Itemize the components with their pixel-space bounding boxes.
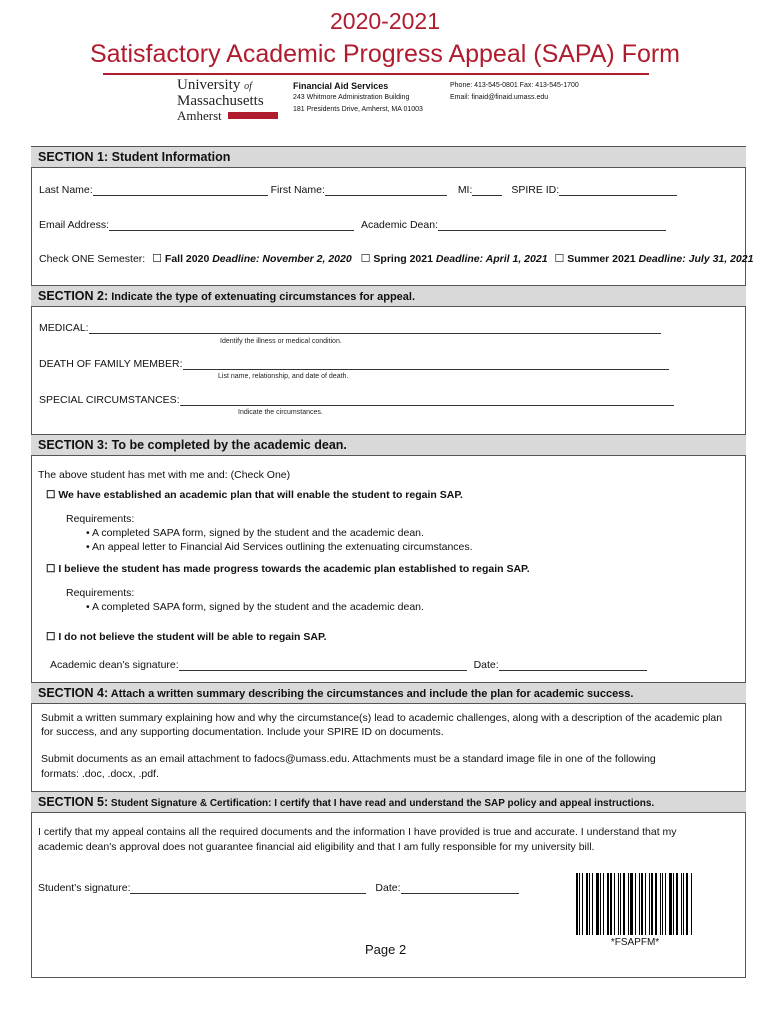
section4-p1-line1: Submit a written summary explaining how and why the circumstance(s) lead to academic challenges, along with a description of the academic plan: [41, 712, 723, 724]
student-date-field[interactable]: [401, 883, 519, 894]
barcode-stripe: [639, 873, 640, 935]
medical-row: MEDICAL:: [39, 322, 661, 334]
special-hint: Indicate the circumstances.: [238, 409, 323, 416]
medical-hint: Identify the illness or medical condition.: [220, 338, 342, 345]
barcode-stripe: [683, 873, 684, 935]
dean-option-not-regain[interactable]: ☐ I do not believe the student will be able to regain SAP.: [46, 631, 327, 643]
barcode-stripe: [586, 873, 588, 935]
barcode-stripe: [628, 873, 629, 935]
section4-heading: SECTION 4: Attach a written summary describing the circumstances and include the plan for academic success.: [31, 682, 746, 704]
dean-signature-row: Academic dean's signature: Date:: [50, 659, 647, 671]
student-signature-field[interactable]: [130, 883, 366, 894]
barcode-stripe: [620, 873, 621, 935]
student-signature-row: Student's signature: Date:: [38, 882, 519, 894]
barcode: [576, 873, 694, 935]
logo-red-bar: [228, 112, 278, 119]
barcode-stripe: [596, 873, 599, 935]
summer-checkbox[interactable]: ☐: [554, 253, 565, 265]
requirements-label-2: Requirements:: [66, 587, 135, 599]
office-block: Financial Aid Services 243 Whitmore Administration Building 181 Presidents Drive, Amherst, MA 01003: [293, 81, 423, 113]
semester-row: Check ONE Semester: ☐ Fall 2020 Deadline: November 2, 2020 ☐ Spring 2021 Deadline: April 1, 2021 ☐ Summer 2021 Deadline: July 31, 2021: [39, 253, 754, 265]
barcode-stripe: [630, 873, 633, 935]
special-field[interactable]: [180, 395, 674, 406]
section3-heading: SECTION 3: To be completed by the academic dean.: [31, 434, 746, 456]
barcode-stripe: [691, 873, 692, 935]
death-row: DEATH OF FAMILY MEMBER:: [39, 358, 669, 370]
barcode-stripe: [618, 873, 619, 935]
barcode-stripe: [607, 873, 609, 935]
section4-p1-line2: for success, and any supporting documentation. Include your SPIRE ID on documents.: [41, 726, 444, 738]
spring-checkbox[interactable]: ☐: [360, 253, 371, 265]
requirement-sapa-form-1: • A completed SAPA form, signed by the student and the academic dean.: [86, 527, 424, 539]
barcode-stripe: [660, 873, 661, 935]
spire-id-field[interactable]: [559, 185, 677, 196]
form-title: Satisfactory Academic Progress Appeal (SAPA) Form: [89, 40, 681, 68]
contact-block: Phone: 413-545-0801 Fax: 413-545-1700 Email: finaid@finaid.umass.edu: [450, 82, 579, 101]
email-row: Email Address: Academic Dean:: [39, 219, 666, 231]
last-name-row: Last Name: First Name: MI: SPIRE ID:: [39, 184, 677, 196]
section5-p-line1: I certify that my appeal contains all the required documents and the information I have provided is true and accurate. I understand that my: [38, 826, 677, 838]
barcode-stripe: [655, 873, 657, 935]
dean-signature-field[interactable]: [179, 660, 467, 671]
barcode-stripe: [662, 873, 663, 935]
form-year: 2020-2021: [330, 8, 440, 34]
barcode-stripe: [651, 873, 653, 935]
title-divider: [103, 73, 649, 75]
mi-field[interactable]: [472, 185, 502, 196]
barcode-stripe: [579, 873, 580, 935]
requirements-label-1: Requirements:: [66, 513, 135, 525]
barcode-stripe: [635, 873, 636, 935]
barcode-stripe: [649, 873, 650, 935]
barcode-stripe: [589, 873, 590, 935]
fall-checkbox[interactable]: ☐: [152, 253, 162, 265]
barcode-stripe: [592, 873, 593, 935]
special-row: SPECIAL CIRCUMSTANCES:: [39, 394, 674, 406]
section4-p2-line2: formats: .doc, .docx, .pdf.: [41, 768, 159, 780]
email-field[interactable]: [109, 220, 354, 231]
barcode-stripe: [673, 873, 674, 935]
barcode-stripe: [582, 873, 583, 935]
death-field[interactable]: [183, 359, 669, 370]
death-hint: List name, relationship, and date of death.: [218, 373, 349, 380]
barcode-stripe: [669, 873, 672, 935]
dean-option-progress[interactable]: ☐ I believe the student has made progress towards the academic plan established to regain SAP.: [46, 563, 530, 575]
medical-field[interactable]: [89, 323, 661, 334]
umass-logo: University of Massachusetts Amherst: [177, 78, 287, 122]
barcode-stripe: [610, 873, 612, 935]
last-name-field[interactable]: [93, 185, 268, 196]
requirement-appeal-letter: • An appeal letter to Financial Aid Services outlining the extenuating circumstances.: [86, 541, 473, 553]
academic-dean-field[interactable]: [438, 220, 666, 231]
barcode-stripe: [603, 873, 604, 935]
dean-option-plan[interactable]: ☐ We have established an academic plan that will enable the student to regain SAP.: [46, 489, 463, 501]
section5-heading: SECTION 5: Student Signature & Certification: I certify that I have read and understand the SAP policy and appeal instructions.: [31, 791, 746, 813]
barcode-stripe: [645, 873, 646, 935]
form-frame: [31, 146, 746, 978]
barcode-stripe: [686, 873, 688, 935]
barcode-stripe: [623, 873, 625, 935]
page-number: Page 2: [365, 942, 407, 957]
section4-p2-line1: Submit documents as an email attachment to fadocs@umass.edu. Attachments must be a standard image file in one of the following: [41, 753, 656, 765]
barcode-stripe: [576, 873, 578, 935]
barcode-label: *FSAPFM*: [610, 937, 660, 948]
dean-date-field[interactable]: [499, 660, 647, 671]
barcode-stripe: [614, 873, 615, 935]
section3-intro: The above student has met with me and: (Check One): [38, 469, 291, 481]
barcode-stripe: [676, 873, 678, 935]
barcode-stripe: [681, 873, 682, 935]
first-name-field[interactable]: [325, 185, 447, 196]
section1-heading: SECTION 1: Student Information: [31, 146, 746, 168]
barcode-stripe: [641, 873, 643, 935]
barcode-stripe: [600, 873, 601, 935]
requirement-sapa-form-2: • A completed SAPA form, signed by the student and the academic dean.: [86, 601, 424, 613]
section5-p-line2: academic dean's approval does not guarantee financial aid eligibility and that I am fully responsible for my university bill.: [38, 841, 595, 853]
barcode-stripe: [665, 873, 666, 935]
section2-heading: SECTION 2: Indicate the type of extenuating circumstances for appeal.: [31, 285, 746, 307]
